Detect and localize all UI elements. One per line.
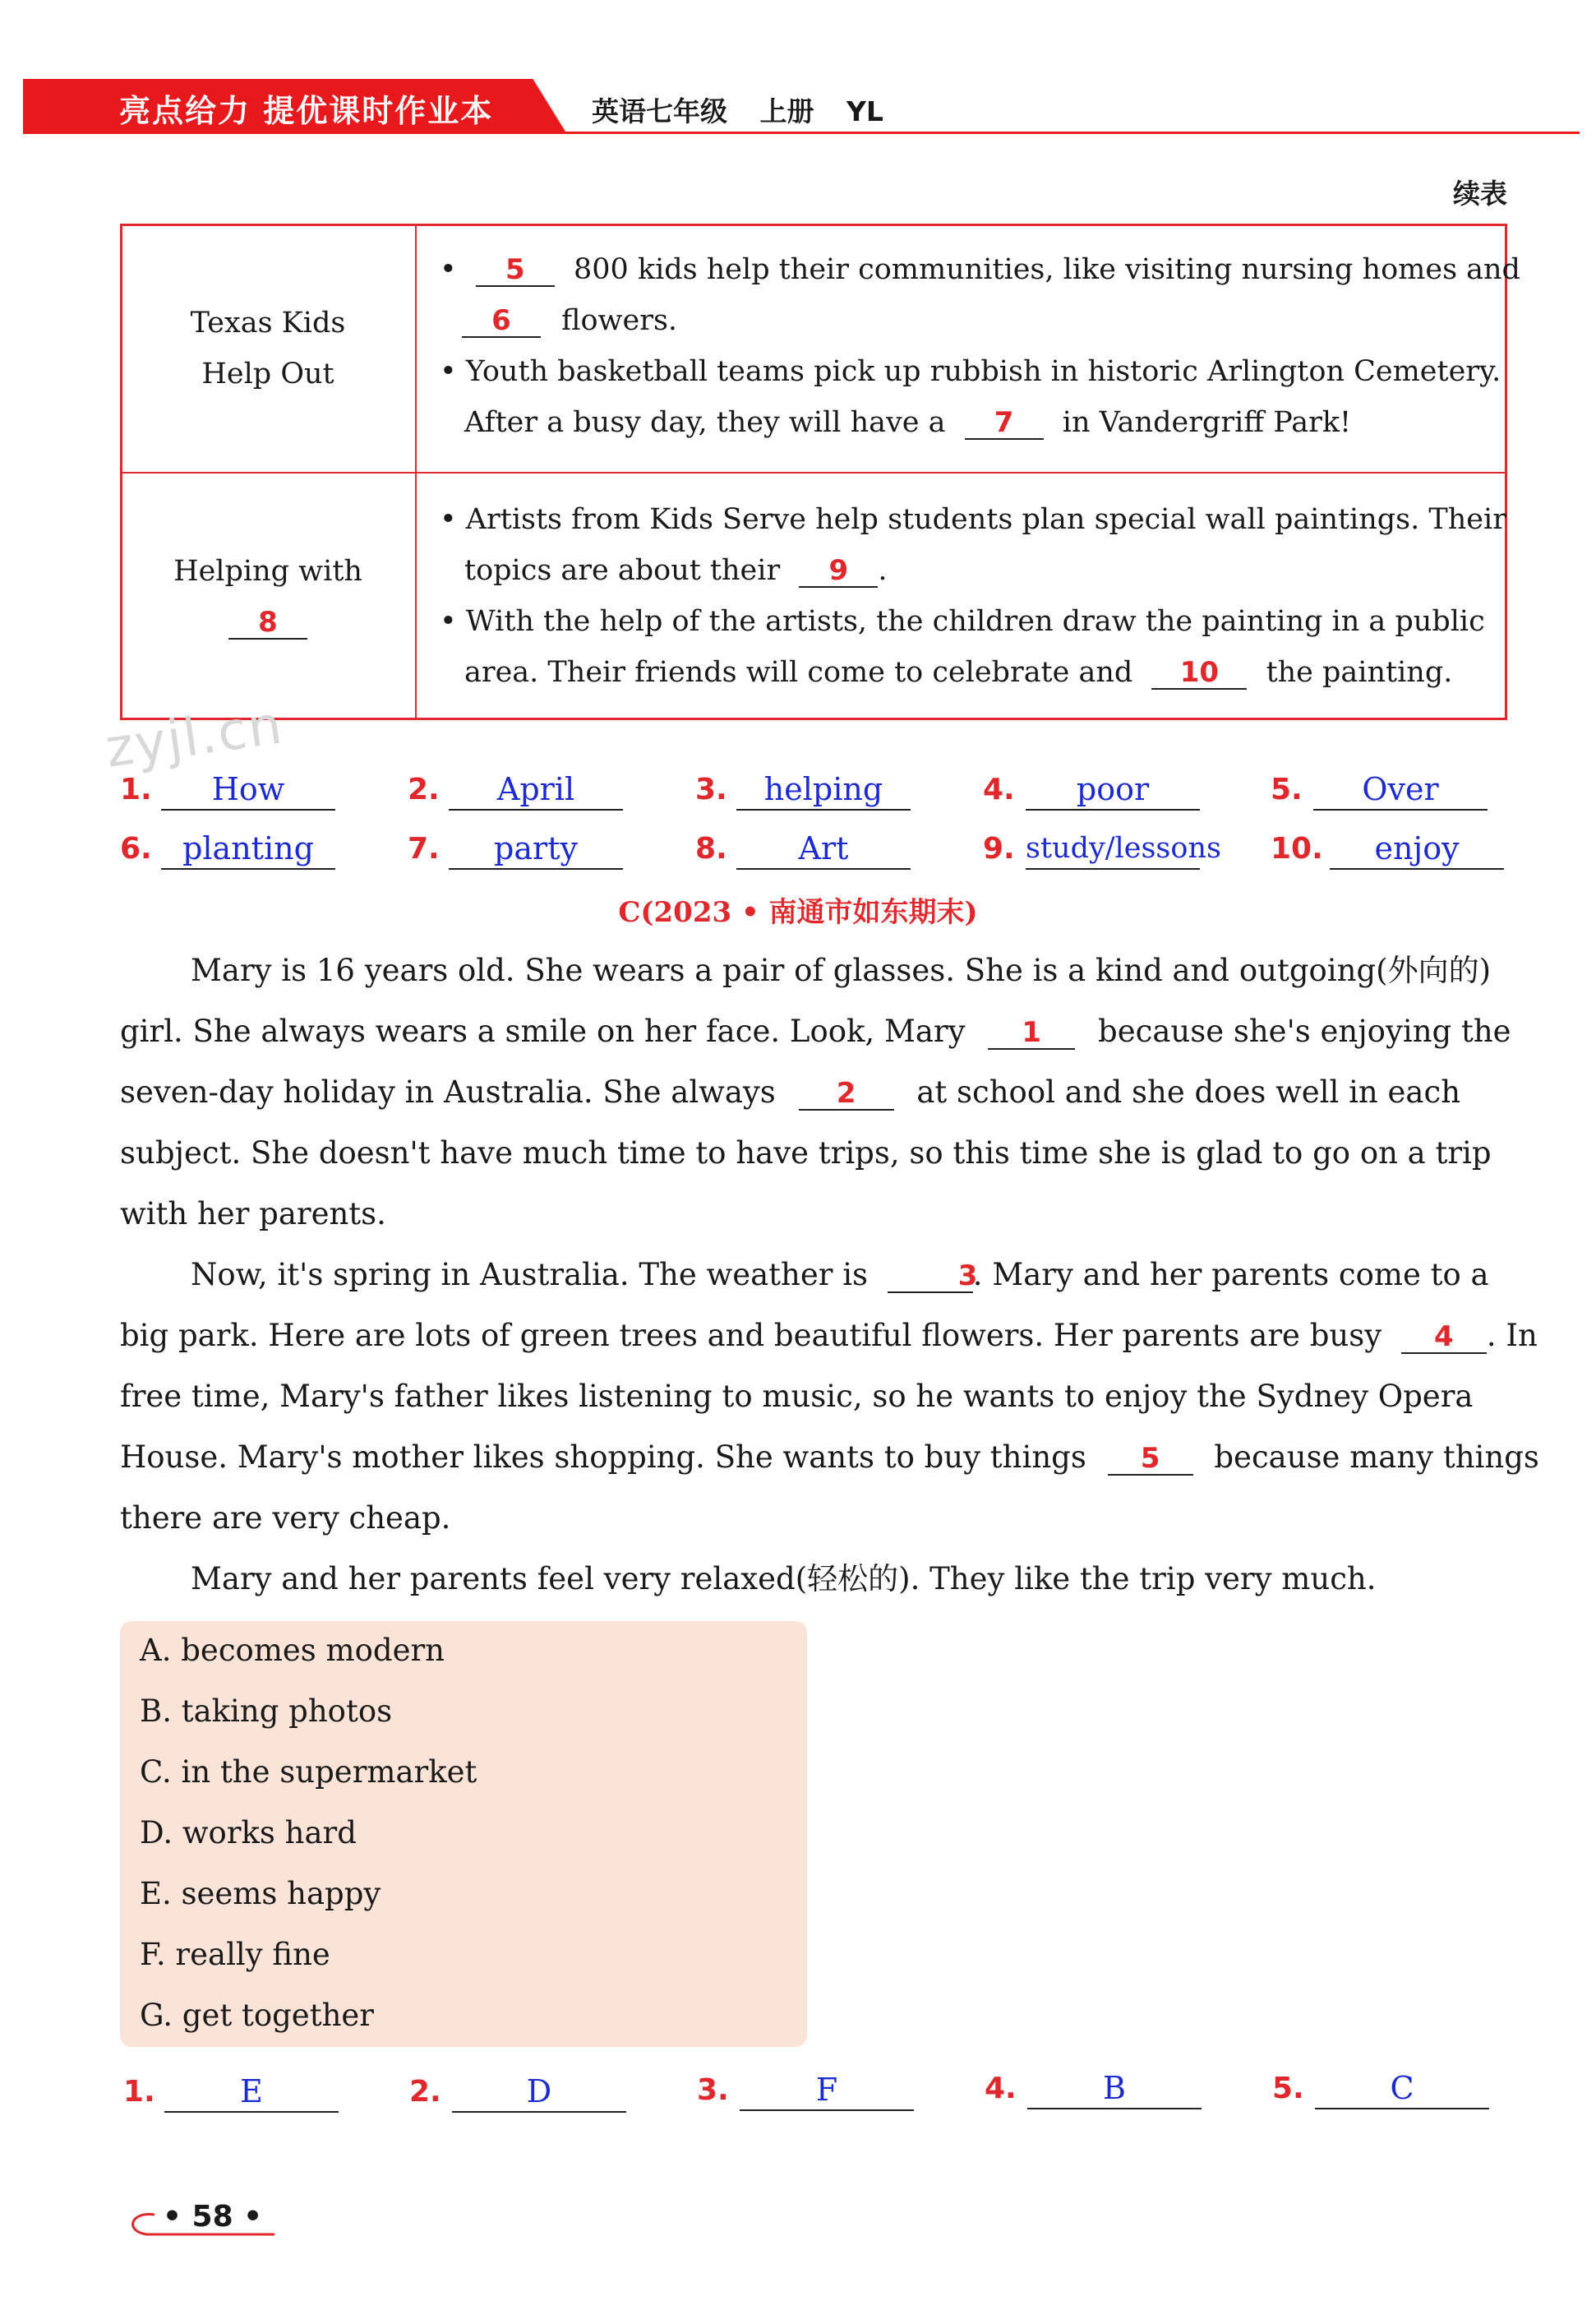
answer-b-8-num: 8.	[695, 832, 727, 866]
continued-label: 续表	[1453, 178, 1507, 210]
option-f: F. really fine	[140, 1937, 330, 1972]
option-g: G. get together	[140, 1998, 374, 2033]
row1-bullet1-line2: 6 flowers.	[462, 304, 677, 338]
passage-blank-1[interactable]: 1	[988, 1017, 1075, 1050]
answer-b-7-num: 7.	[408, 832, 440, 866]
answer-b-3-num: 3.	[695, 773, 727, 806]
row1-bullet1-line1: • 5 800 kids help their communities, like visiting nursing homes and	[440, 253, 1520, 286]
answer-c-5-num: 5.	[1272, 2072, 1304, 2105]
answer-b-6-num: 6.	[120, 832, 152, 866]
p1-line2: girl. She always wears a smile on her face. Look, Mary 1 because she's enjoying the	[120, 1014, 1511, 1049]
p3-line1: Mary and her parents feel very relaxed(轻松的). They like the trip very much.	[191, 1561, 1377, 1596]
row1-bullet2-line1: • Youth basketball teams pick up rubbish in historic Arlington Cemetery.	[440, 355, 1501, 388]
passage-blank-3[interactable]: 3	[888, 1260, 973, 1293]
book-subtitle: 英语七年级 上册 YL	[592, 95, 883, 127]
answer-c-3[interactable]: F	[740, 2072, 914, 2111]
answer-b-1-num: 1.	[120, 773, 152, 806]
answer-b-2-num: 2.	[408, 773, 440, 806]
answer-b-5[interactable]: Over	[1313, 771, 1488, 811]
row1-bullet2-line2: After a busy day, they will have a 7 in Vandergriff Park!	[464, 406, 1352, 439]
p1-line4: subject. She doesn't have much time to have trips, so this time she is glad to go on a trip	[120, 1135, 1492, 1171]
p2-line2: big park. Here are lots of green trees and beautiful flowers. Her parents are busy 4 . In	[120, 1318, 1538, 1353]
p1-line3: seven-day holiday in Australia. She always 2 at school and she does well in each	[120, 1074, 1461, 1110]
option-a: A. becomes modern	[140, 1633, 445, 1668]
blank-8[interactable]: 8	[228, 607, 307, 640]
blank-7[interactable]: 7	[965, 407, 1044, 440]
table-divider-horizontal	[120, 472, 1507, 474]
option-c: C. in the supermarket	[140, 1754, 477, 1790]
p2-line3: free time, Mary's father likes listening to music, so he wants to enjoy the Sydney Opera	[120, 1379, 1474, 1414]
answer-b-9-num: 9.	[983, 832, 1015, 866]
blank-5[interactable]: 5	[476, 254, 555, 287]
book-title: 亮点给力 提优课时作业本	[119, 93, 494, 129]
p2-line5: there are very cheap.	[120, 1500, 451, 1536]
option-b: B. taking photos	[140, 1693, 393, 1729]
row2-bullet1-line2: topics are about their 9 .	[464, 554, 888, 587]
p2-line4: House. Mary's mother likes shopping. She wants to buy things 5 because many things	[120, 1439, 1539, 1475]
header-rule	[23, 132, 1580, 134]
answer-b-4-num: 4.	[983, 773, 1015, 806]
watermark: zyjl.cn	[101, 695, 288, 780]
p2-line1: Now, it's spring in Australia. The weather is 3. Mary and her parents come to a	[191, 1257, 1489, 1292]
answer-b-2[interactable]: April	[449, 771, 623, 811]
answer-b-7[interactable]: party	[449, 830, 623, 870]
answer-b-1[interactable]: How	[161, 771, 335, 811]
p1-line1: Mary is 16 years old. She wears a pair of glasses. She is a kind and outgoing(外向的)	[191, 953, 1492, 988]
p1-line5: with her parents.	[120, 1196, 386, 1231]
answer-b-10-num: 10.	[1271, 832, 1323, 866]
row2-label: Helping with 8	[173, 555, 362, 639]
answer-c-1[interactable]: E	[164, 2073, 339, 2113]
answer-b-6[interactable]: planting	[161, 830, 335, 870]
page-number: • 58 •	[163, 2200, 263, 2234]
passage	[120, 940, 1539, 1610]
option-d: D. works hard	[140, 1815, 357, 1850]
answer-c-4[interactable]: B	[1027, 2070, 1202, 2109]
passage-blank-5[interactable]: 5	[1108, 1443, 1193, 1476]
blank-10[interactable]: 10	[1151, 657, 1247, 690]
answer-b-9[interactable]: study/lessons	[1026, 830, 1200, 870]
answer-c-5[interactable]: C	[1315, 2070, 1489, 2109]
section-c-heading: C(2023 • 南通市如东期末)	[618, 896, 978, 929]
answer-b-5-num: 5.	[1271, 773, 1303, 806]
row2-bullet2-line1: • With the help of the artists, the children draw the painting in a public	[440, 605, 1485, 638]
answer-b-8[interactable]: Art	[736, 830, 911, 870]
row1-label: Texas Kids Help Out	[190, 307, 346, 390]
answer-b-10[interactable]: enjoy	[1330, 830, 1504, 870]
answer-c-2[interactable]: D	[452, 2073, 626, 2113]
row2-bullet1-line1: • Artists from Kids Serve help students plan special wall paintings. Their	[440, 503, 1506, 536]
passage-blank-2[interactable]: 2	[799, 1078, 894, 1111]
passage-blank-4[interactable]: 4	[1401, 1321, 1487, 1354]
answer-c-1-num: 1.	[123, 2075, 155, 2109]
blank-9[interactable]: 9	[799, 555, 878, 588]
row2-bullet2-line2: area. Their friends will come to celebrate and 10 the painting.	[464, 656, 1453, 689]
answer-c-4-num: 4.	[985, 2072, 1017, 2105]
blank-6[interactable]: 6	[462, 305, 541, 338]
answer-c-3-num: 3.	[697, 2073, 729, 2107]
option-e: E. seems happy	[140, 1876, 381, 1911]
answer-b-3[interactable]: helping	[736, 771, 911, 811]
answer-b-4[interactable]: poor	[1026, 771, 1200, 811]
answer-c-2-num: 2.	[409, 2075, 441, 2109]
